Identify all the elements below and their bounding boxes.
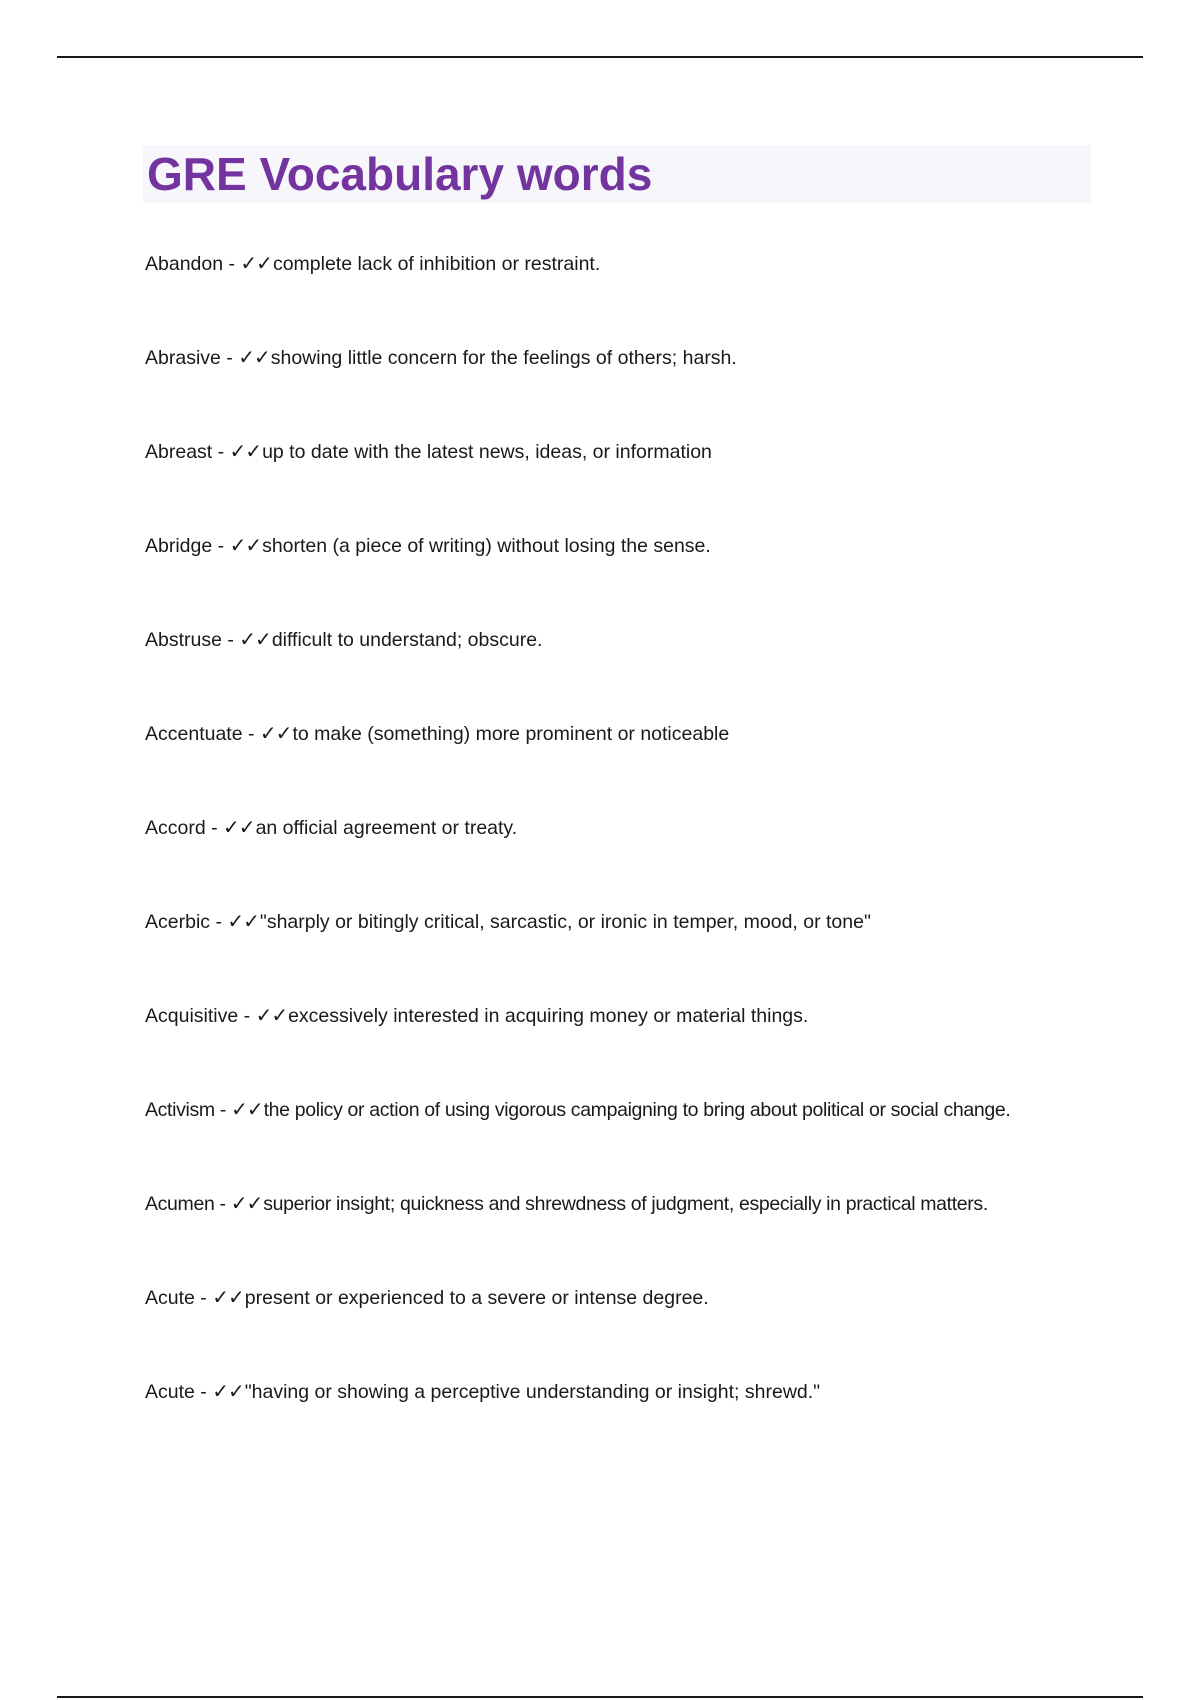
definition: shorten (a piece of writing) without losing the sense. — [262, 535, 711, 557]
separator: - — [210, 911, 228, 933]
definition: showing little concern for the feelings of others; harsh. — [270, 347, 737, 369]
separator: - — [220, 347, 239, 369]
term: Acute — [145, 1381, 195, 1403]
term: Accord — [145, 817, 206, 839]
vocabulary-entry — [145, 907, 1145, 1001]
double-check-icon: ✓✓ — [212, 1379, 244, 1403]
double-check-icon: ✓✓ — [229, 439, 262, 463]
separator: - — [212, 535, 230, 557]
header-rule — [57, 56, 1143, 58]
definition: complete lack of inhibition or restraint. — [272, 253, 601, 275]
separator: - — [205, 817, 224, 839]
double-check-icon: ✓✓ — [240, 251, 272, 275]
vocabulary-entry — [145, 1377, 1145, 1471]
double-check-icon: ✓✓ — [227, 909, 259, 933]
vocabulary-entry — [145, 813, 1145, 907]
vocabulary-entry — [145, 1001, 1145, 1095]
definition: "sharply or bitingly critical, sarcastic, or ironic in temper, mood, or tone" — [259, 911, 871, 933]
vocabulary-entry — [145, 1189, 1145, 1283]
separator: - — [242, 723, 260, 745]
definition: up to date with the latest news, ideas, or information — [262, 441, 712, 463]
separator: - — [194, 1287, 213, 1309]
definition: "having or showing a perceptive understanding or insight; shrewd." — [244, 1381, 821, 1403]
term: Acquisitive — [145, 1005, 239, 1027]
double-check-icon: ✓✓ — [212, 1285, 244, 1309]
document-title: GRE Vocabulary words — [147, 148, 653, 200]
double-check-icon: ✓✓ — [223, 815, 255, 839]
definition: present or experienced to a severe or intense degree. — [244, 1287, 709, 1309]
vocabulary-entry — [145, 1283, 1145, 1377]
term: Abandon — [145, 253, 224, 275]
vocabulary-entry — [145, 249, 1145, 343]
term: Accentuate — [145, 723, 243, 745]
separator: - — [223, 253, 241, 275]
vocabulary-entry — [145, 625, 1145, 719]
term: Abridge — [145, 535, 213, 557]
separator: - — [194, 1381, 213, 1403]
term: Acumen — [145, 1193, 215, 1215]
double-check-icon: ✓✓ — [255, 1003, 288, 1027]
term: Acerbic — [145, 911, 211, 933]
double-check-icon: ✓✓ — [259, 721, 292, 745]
term: Abreast — [145, 441, 213, 463]
separator: - — [212, 441, 230, 463]
term: Abrasive — [145, 347, 221, 369]
term: Acute — [145, 1287, 195, 1309]
vocabulary-entry — [145, 719, 1145, 813]
double-check-icon: ✓✓ — [238, 345, 270, 369]
separator: - — [214, 1099, 232, 1121]
definition: superior insight; quickness and shrewdness of judgment, especially in practical matters. — [263, 1193, 988, 1215]
double-check-icon: ✓✓ — [230, 1191, 263, 1215]
definition: difficult to understand; obscure. — [271, 629, 543, 651]
double-check-icon: ✓✓ — [239, 627, 271, 651]
double-check-icon: ✓✓ — [229, 533, 262, 557]
term: Activism — [145, 1099, 215, 1121]
vocabulary-entry — [145, 531, 1145, 625]
double-check-icon: ✓✓ — [231, 1097, 263, 1121]
vocabulary-entry — [145, 437, 1145, 531]
separator: - — [221, 629, 240, 651]
term: Abstruse — [145, 629, 222, 651]
vocabulary-entry — [145, 343, 1145, 437]
footer-rule — [57, 1696, 1143, 1698]
separator: - — [238, 1005, 256, 1027]
definition: the policy or action of using vigorous campaigning to bring about political or social change. — [263, 1099, 1011, 1121]
separator: - — [214, 1193, 231, 1215]
definition: to make (something) more prominent or noticeable — [292, 723, 730, 745]
vocabulary-entry — [145, 1095, 1145, 1189]
definition: excessively interested in acquiring money or material things. — [288, 1005, 809, 1027]
vocabulary-list — [145, 249, 1145, 1471]
definition: an official agreement or treaty. — [255, 817, 518, 839]
